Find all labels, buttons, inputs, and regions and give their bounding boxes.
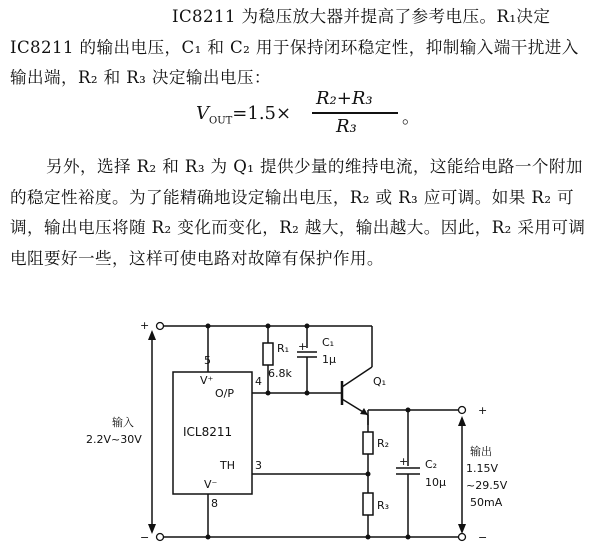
input-minus-terminal xyxy=(157,534,164,541)
pin8-label: 8 xyxy=(211,497,218,510)
junction-dot xyxy=(366,535,371,540)
input-plus-label: + xyxy=(140,319,150,332)
r2-resistor xyxy=(363,432,373,454)
c1-value: 1μ xyxy=(322,353,336,366)
q1-collector-lead xyxy=(342,367,372,387)
pin-v-label: V⁻ xyxy=(204,478,218,491)
pin4-label: 4 xyxy=(255,375,262,388)
output-line1: 1.15V xyxy=(466,462,499,475)
output-minus-terminal xyxy=(459,534,466,541)
output-arrow-down xyxy=(458,524,466,534)
paragraph-intro: IC8211 为稳压放大器并提高了参考电压。R₁决定 IC8211 的输出电压，C₁ 和 C₂ 用于保持闭环稳定性，抑制输入端干扰进入输出端，R₂ 和 R₃ 决定输出电压： xyxy=(10,7,579,87)
junction-dot xyxy=(406,408,411,413)
junction-dot xyxy=(266,391,271,396)
equation-mid: =1.5× xyxy=(232,103,292,124)
pin-th-label: TH xyxy=(220,459,235,472)
r2-label: R₂ xyxy=(377,437,390,450)
c1-label: C₁ xyxy=(322,336,335,349)
pin-op-label: O/P xyxy=(215,387,234,400)
c2-value: 10μ xyxy=(425,476,446,489)
input-plus-terminal xyxy=(157,323,164,330)
c2-label: C₂ xyxy=(425,458,438,471)
output-arrow-up xyxy=(458,416,466,426)
pin3-label: 3 xyxy=(255,459,262,472)
equation-numerator: R₂+R₃ xyxy=(316,88,373,109)
c1-plus: + xyxy=(298,340,308,353)
r1-label: R₁ xyxy=(277,342,290,355)
equation-denominator: R₃ xyxy=(336,116,357,137)
output-plus-label: + xyxy=(478,404,488,417)
input-minus-label: − xyxy=(140,531,150,544)
equation-period: 。 xyxy=(402,107,420,128)
input-title: 输入 xyxy=(112,416,134,429)
output-plus-terminal xyxy=(459,407,466,414)
junction-dot xyxy=(206,535,211,540)
r3-resistor xyxy=(363,493,373,515)
paragraph-explanation: 另外，选择 R₂ 和 R₃ 为 Q₁ 提供少量的维持电流，这能给电路一个附加的稳定性裕度。为了能精确地设定输出电压，R₂ 或 R₃ 应可调。如果 R₂ 可调，输出电压将随 R₂ 变化而变化，R₂ 越大，输出越大。因此，R₂ 采用可调电阻要好一些，这样可使电路对故障有保护作用。 xyxy=(10,157,586,268)
ic-label: ICL8211 xyxy=(183,425,233,439)
input-range: 2.2V~30V xyxy=(86,433,142,446)
r1-value: 6.8k xyxy=(268,367,292,380)
r1-resistor xyxy=(263,343,273,365)
output-title: 输出 xyxy=(470,445,492,458)
output-line3: 50mA xyxy=(470,496,503,509)
junction-dot xyxy=(406,535,411,540)
pin-vplus-label: V⁺ xyxy=(200,374,214,387)
junction-dot xyxy=(305,324,310,329)
q1-label: Q₁ xyxy=(373,375,387,388)
r3-label: R₃ xyxy=(377,499,390,512)
junction-dot xyxy=(305,391,310,396)
equation-subscript: OUT xyxy=(209,115,233,127)
junction-dot xyxy=(266,324,271,329)
junction-dot xyxy=(206,324,211,329)
equation-v: V xyxy=(196,103,209,124)
c2-plus: + xyxy=(399,455,409,468)
pin5-label: 5 xyxy=(204,354,211,367)
output-line2: ~29.5V xyxy=(466,479,508,492)
junction-dot xyxy=(366,472,371,477)
output-minus-label: − xyxy=(478,531,488,544)
